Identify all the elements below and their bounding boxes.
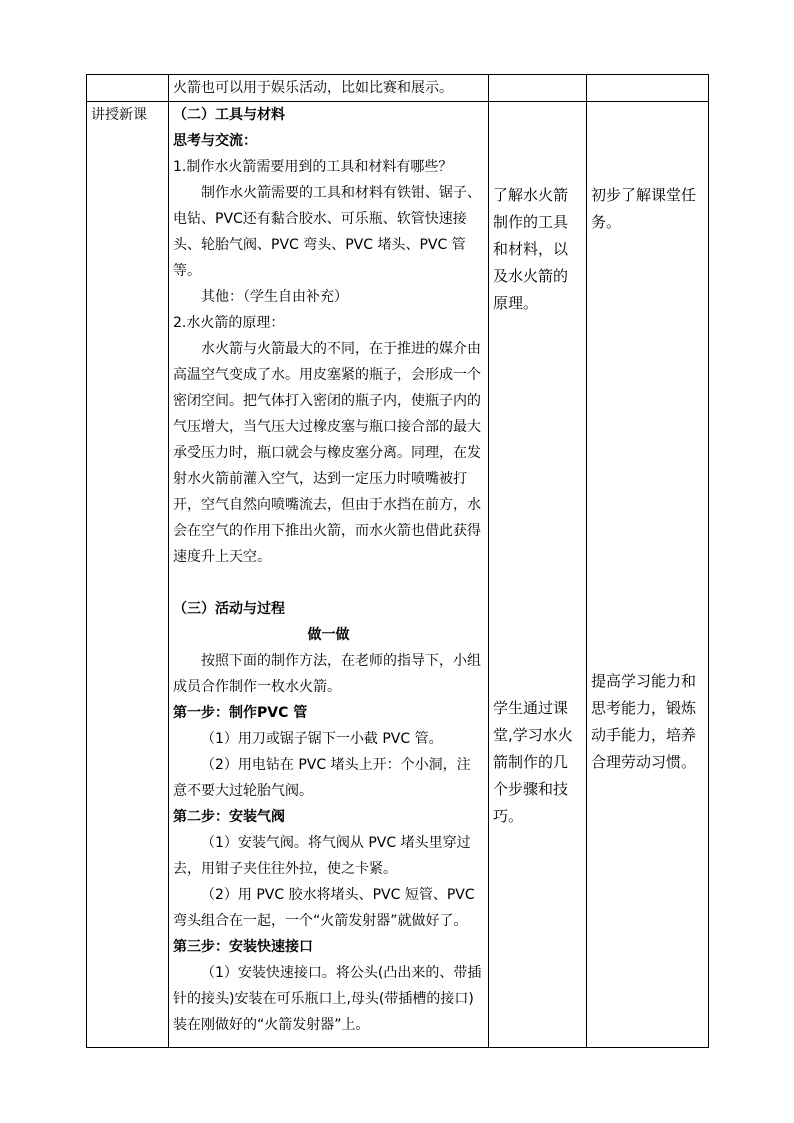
step-item: （1）用刀或锯子锯下一小截 PVC 管。 bbox=[201, 731, 443, 747]
answer-paragraph: 水火箭与火箭最大的不同，在于推进的媒介由高温空气变成了水。用皮塞紧的瓶子，会形成一个密闭空间。把气体打入密闭的瓶子内，使瓶子内的气压增大，当气压大过橡皮塞与瓶口接合部的最大承受压力时，瓶口就会与橡皮塞分离。同理，在发射水火箭前灌入空气，达到一定压力时喷嘴被打开，空气自然向喷嘴流去，但由于水挡在前方，水会在空气的作用下推出火箭，而水火箭也借此获得速度升上天空。 bbox=[173, 341, 481, 565]
spacer bbox=[591, 102, 704, 182]
step-title: 第一步：制作PVC 管 bbox=[173, 705, 308, 721]
design-intent-cell bbox=[587, 102, 709, 1048]
table-row bbox=[87, 102, 709, 1048]
answer-paragraph: 制作水火箭需要的工具和材料有铁钳、锯子、电钻、PVC还有黏合胶水、可乐瓶、软管快速接头、轮胎气阀、PVC 弯头、PVC 堵头、PVC 管等。 bbox=[173, 185, 481, 279]
section-heading: （三）活动与过程 bbox=[173, 601, 285, 617]
sub-heading: 思考与交流： bbox=[173, 133, 257, 149]
spacer bbox=[591, 236, 704, 668]
phase-label: 讲授新课 bbox=[91, 107, 147, 123]
student-activity-text: 了解水火箭制作的工具和材料，以及水火箭的原理。 bbox=[493, 186, 569, 312]
student-activity-text: 学生通过课堂,学习水火箭制作的几个步骤和技巧。 bbox=[493, 699, 573, 825]
spacer bbox=[173, 570, 484, 596]
step-item: （1）安装快速接口。将公头(凸出来的、带插针的接头)安装在可乐瓶口上,母头(带插槽的接口)装在刚做好的“火箭发射器”上。 bbox=[173, 965, 482, 1033]
lesson-plan-table bbox=[86, 74, 709, 1048]
empty-cell bbox=[489, 75, 587, 102]
content-text: 火箭也可以用于娱乐活动，比如比赛和展示。 bbox=[173, 80, 453, 96]
step-title: 第三步：安装快速接口 bbox=[173, 939, 313, 955]
note-text: 其他：（学生自由补充） bbox=[201, 289, 348, 305]
question: 2.水火箭的原理： bbox=[173, 315, 285, 331]
spacer bbox=[493, 102, 582, 182]
design-intent-text: 初步了解课堂任务。 bbox=[591, 186, 697, 231]
activity-title: 做一做 bbox=[307, 627, 350, 643]
question: 1.制作水火箭需要用到的工具和材料有哪些？ bbox=[173, 159, 453, 175]
phase-label-cell bbox=[87, 102, 169, 1048]
section-heading: （二）工具与材料 bbox=[173, 107, 285, 123]
step-title: 第二步：安装气阀 bbox=[173, 809, 285, 825]
empty-cell bbox=[587, 75, 709, 102]
activity-cell bbox=[169, 102, 489, 1048]
empty-cell bbox=[87, 75, 169, 102]
intro-paragraph: 按照下面的制作方法，在老师的指导下，小组成员合作制作一枚水火箭。 bbox=[173, 653, 481, 695]
activity-cell bbox=[169, 75, 489, 102]
student-activity-cell bbox=[489, 102, 587, 1048]
spacer bbox=[493, 317, 582, 695]
step-item: （2）用电钻在 PVC 堵头上开：个小洞，注意不要大过轮胎气阀。 bbox=[173, 757, 471, 799]
design-intent-text: 提高学习能力和思考能力，锻炼动手能力，培养合理劳动习惯。 bbox=[591, 672, 697, 771]
step-item: （2）用 PVC 胶水将堵头、PVC 短管、PVC 弯头组合在一起，一个“火箭发射器”就做好了。 bbox=[173, 887, 475, 929]
table-row bbox=[87, 75, 709, 102]
step-item: （1）安装气阀。将气阀从 PVC 堵头里穿过去，用钳子夹住往外拉，使之卡紧。 bbox=[173, 835, 471, 877]
